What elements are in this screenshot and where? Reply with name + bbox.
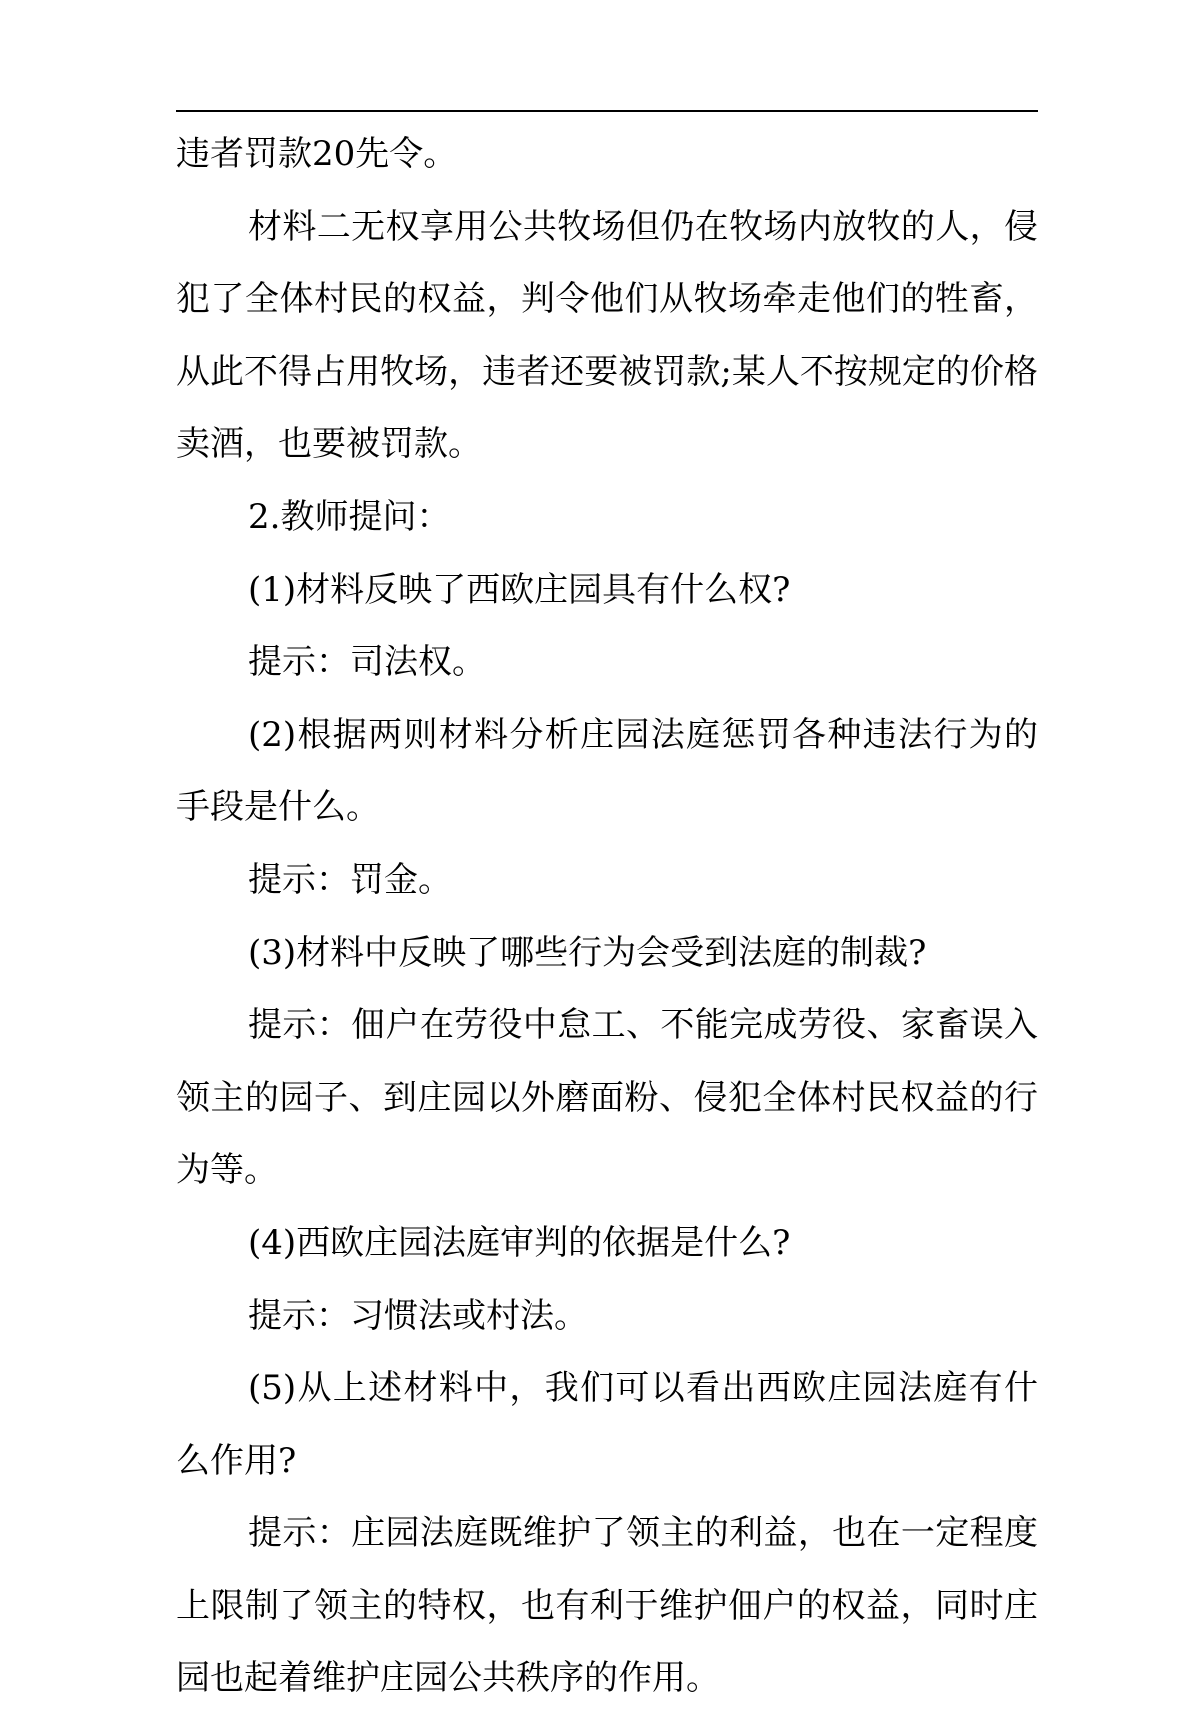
paragraph-13: 提示：庄园法庭既维护了领主的利益，也在一定程度上限制了领主的特权，也有利于维护佃户的权益，同时庄园也起着维护庄园公共秩序的作用。: [176, 1513, 1038, 1699]
document-body: [176, 118, 1038, 1715]
paragraph-6: (2)根据两则材料分析庄园法庭惩罚各种违法行为的手段是什么。: [176, 714, 1038, 828]
paragraph-9: 提示：佃户在劳役中怠工、不能完成劳役、家畜误入领主的园子、到庄园以外磨面粉、侵犯全体村民权益的行为等。: [176, 1005, 1038, 1191]
paragraph-1: 违者罚款20先令。: [176, 134, 458, 174]
paragraph-7: 提示：罚金。: [248, 859, 452, 900]
paragraph-5: 提示：司法权。: [248, 642, 486, 683]
paragraph-12: (5)从上述材料中，我们可以看出西欧庄园法庭有什么作用?: [176, 1368, 1038, 1481]
paragraph-11: 提示：习惯法或村法。: [248, 1295, 588, 1336]
paragraph-4: (1)材料反映了西欧庄园具有什么权?: [248, 569, 791, 610]
paragraph-2: 材料二无权享用公共牧场但仍在牧场内放牧的人，侵犯了全体村民的权益，判令他们从牧场牵走他们的牲畜，从此不得占用牧场，违者还要被罚款;某人不按规定的价格卖酒，也要被罚款。: [176, 206, 1038, 465]
header-rule: [176, 110, 1038, 112]
paragraph-10: (4)西欧庄园法庭审判的依据是什么?: [248, 1222, 791, 1263]
paragraph-8: (3)材料中反映了哪些行为会受到法庭的制裁?: [248, 932, 927, 973]
paragraph-3: 2.教师提问：: [248, 496, 451, 537]
